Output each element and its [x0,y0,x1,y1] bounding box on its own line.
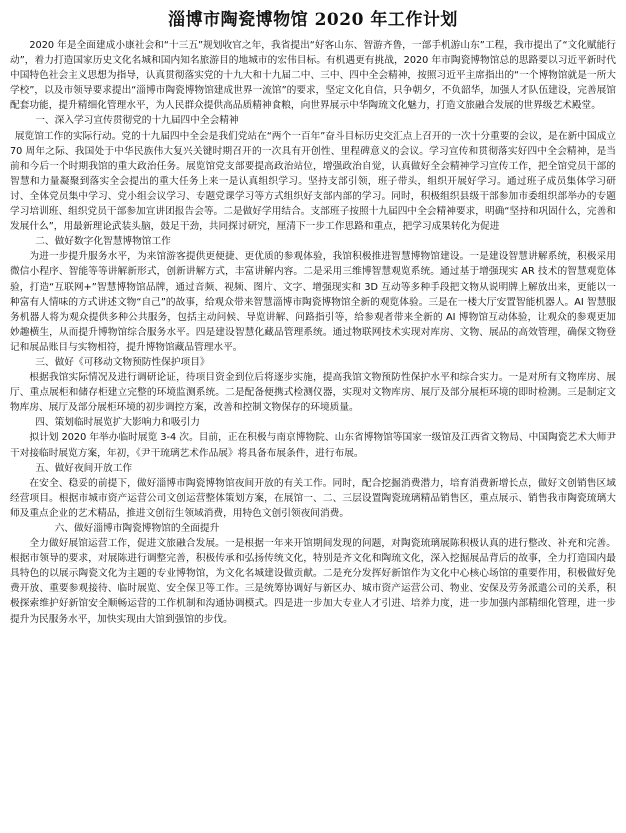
section-2-heading: 二、做好数字化智慧博物馆工作 [35,236,171,248]
document-title: 淄博市陶瓷博物馆 2020 年工作计划 [168,10,458,30]
document-body [10,38,616,627]
section-4-heading: 四、策划临时展览扩大影响力和吸引力 [35,417,200,429]
section-3-heading: 三、做好《可移动文物预防性保护项目》 [35,356,210,368]
section-6-heading: 六、做好淄博市陶瓷博物馆的全面提升 [54,523,220,534]
section-6-paragraph: 全力做好展馆运营工作，促进文旅融合发展。一是根据一年来开馆期间发现的问题，对陶瓷琉璃展陈积极认真的进行整改、补充和完善。根据市领导的要求，对展陈进行调整完善，积极传承和弘扬传统文化，特别是齐文化和陶琉文化，深入挖掘展品背后的故事，全力打造国内最具特色的以展示陶瓷文化为主题的专业博物馆，为文化名城建设做贡献。二是充分发挥好新馆作为文化中心核心场馆的重要作用，积极做好免费开放、重要参观接待、临时展览、安全保卫等工作。三是统筹协调好与新区办、城市资产运营公司、物业、安保及劳务派遣公司的关系，积极探索维护好新馆安全顺畅运营的工作机制和沟通协调模式。四是进一步加大专业人才引进、培养力度，进一步加强内部精细化管理，进一步提升为民服务水平，加快实现由大馆到强馆的步伐。 [10,538,616,625]
section-1-paragraph: 展览馆工作的实际行动。党的十九届四中全会是我们党站在“两个一百年”奋斗目标历史交汇点上召开的一次十分重要的会议，是在新中国成立 70 周年之际、我国处于中华民族伟大复兴关键时期召开的一次具有开创性、里程碑意义的会议。学习宣传和贯彻落实好四中全会精神，是当前和今后一个时期我馆的重大政治任务。展览馆党支部要提高政治站位，增强政治自觉，认真做好全会精神学习宣传工作，把全馆党员干部的智慧和力量凝聚到落实全会提出的重大任务上来一是认真组织学习。坚持支部引领，班子带头，组织开展好学习。通过班子成员集体学习研讨、全体党员集中学习、党小组会议学习、专题党课学习等方式组织好支部内部的学习。同时，积极组织县级干部参加市委组织部举办的专题学习培训班、组织党员干部参加宣讲团报告会等。二是做好学用结合。支部班子按照十九届四中全会精神要求，明确“坚持和巩固什么，完善和发展什么”，用最新理论武装头脑，鼓足干劲，共同探讨研究，厘清下一步工作思路和重点，把学习成果转化为促进 [10,130,616,233]
intro-paragraph: 2020 年是全面建成小康社会和“十三五”规划收官之年，我省提出“好客山东、智游齐鲁，一部手机游山东”工程，我市提出了“文化赋能行动”，着力打造国家历史文化名城和国内知名旅游目的地城市的宏伟目标。有机遇更有挑战，2020 年市陶瓷博物馆总的思路要以习近平新时代中国特色社会主义思想为指导，认真贯彻落实党的十九大和十九届二中、三中、四中全会精神，按照习近平主席指出的“一个博物馆就是一所大学校”，以及市领导要求提出“淄博市陶瓷博物馆建成世界一流馆”的要求，坚定文化自信，只争朝夕，不负韶华，加强人才队伍建设，完善展馆配套功能，提升精细化管理水平，为人民群众提供高品质精神食粮，向世界展示中华陶琉文化魅力，打造文旅融合发展的世界级艺术殿堂。 [10,40,616,112]
section-1-heading: 一、深入学习宣传贯彻党的十九届四中全会精神 [35,115,239,127]
section-4-paragraph: 拟计划 2020 年举办临时展览 3-4 次。目前，正在积极与南京博物院、山东省博物馆等国家一级馆及江西省文物局、中国陶瓷艺术大师尹干对接临时展览方案，年初，《尹干琉璃艺术作品展》将具备布展条件，进行布展。 [10,432,616,459]
section-3-paragraph: 根据我馆实际情况及进行调研论证，待项目资金到位后将逐步实施，提高我馆文物预防性保护水平和综合实力。一是对所有文物库房、展厅、重点展柜和储存柜建立完整的环境监测系统。二是配备便携式检测仪器，实现对文物库房、展厅及部分展柜环境的即时检测。三是制定文物库房、展厅及部分展柜环境的初步调控方案，改善和控制文物保存的环境质量。 [10,372,616,414]
section-2-paragraph: 为进一步提升服务水平，为来馆游客提供更便捷、更优质的参观体验，我馆积极推进智慧博物馆建设。一是建设智慧讲解系统，积极采用微信小程序、智能等等讲解新形式，创新讲解方式，丰富讲解内容。二是采用三维博智慧观览系统。通过基于增强现实 AR 技术的智慧观览体验，打造“互联网+”智慧博物馆品牌，通过音频、视频、图片、文字、增强现实和 3D 互动等多种手段把文物从说明牌上解放出来，更能以一种富有人情味的方式讲述文物“自己”的故事，给观众带来智慧淄博市陶瓷博物馆全新的观览体验。三是在一楼大厅安置智能机器人。AI 智慧服务机器人将为观众提供多种公共服务，包括主动问候、导览讲解、问路指引等，给参观者带来全新的 AI 博物馆互动体验，让观众的参观更加妙趣横生，从而提升博物馆综合服务水平。四是建设智慧化藏品管理系统。通过物联网技术实现对库房、文物、展品的高效管理，确保文物登记和展品账目与实物相符，提升博物馆藏品管理水平。 [10,251,616,353]
section-5-paragraph: 在安全、稳妥的前提下，做好淄博市陶瓷博物馆夜间开放的有关工作。同时，配合挖掘消费潜力，培育消费新增长点，做好文创销售区域经营项目。根据市城市资产运营公司文创运营整体策划方案，在展馆一、二、三层设置陶瓷琉璃精品销售区，重点展示、销售我市陶瓷琉璃大师及重点企业的艺术精品，推进文创衍生领域消费，用特色文创引领夜间消费。 [10,477,616,519]
section-5-heading: 五、做好夜间开放工作 [35,462,133,474]
